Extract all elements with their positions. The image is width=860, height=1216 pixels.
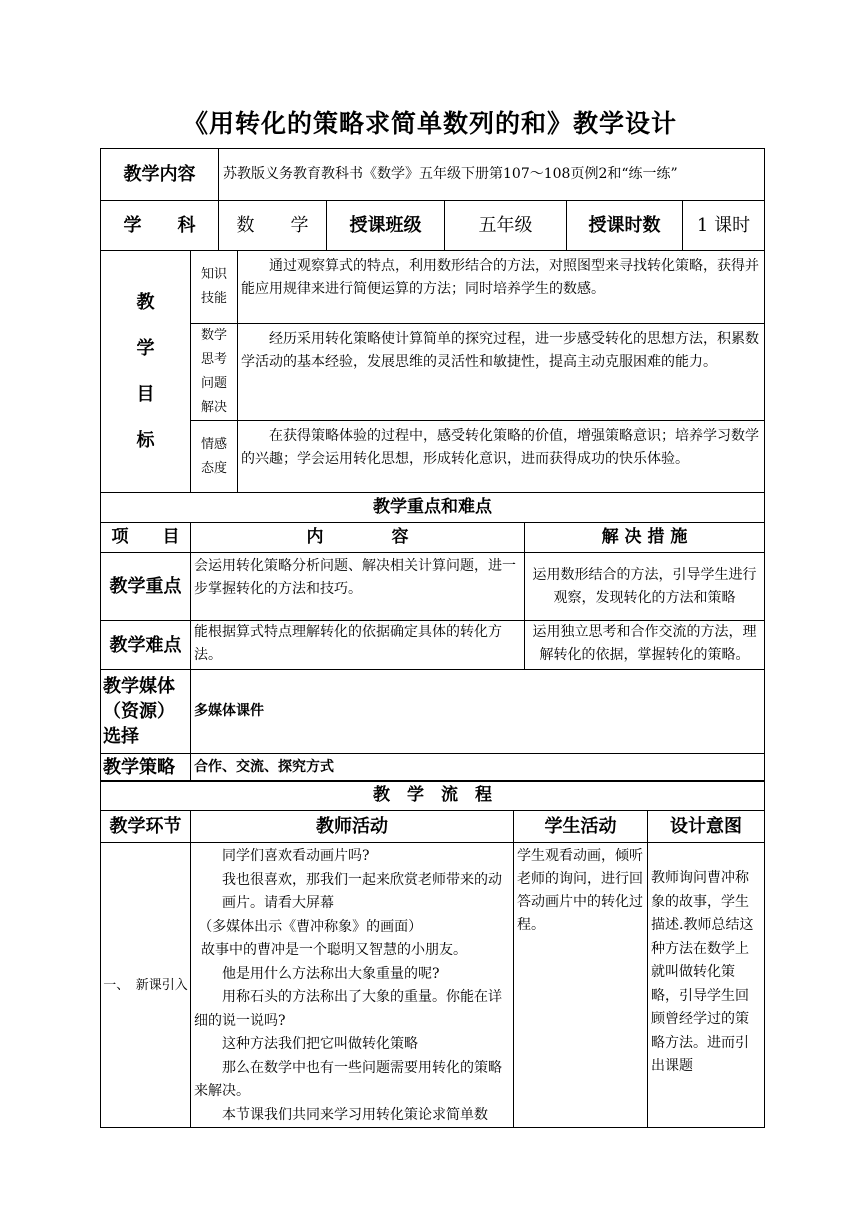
goal-label-line: 知识 — [200, 267, 227, 282]
goal-label-line: 解决 — [200, 400, 227, 415]
col-measure-header: 解 决 措 施 — [525, 523, 765, 553]
teacher-line: 用称石头的方法称出了大象的重量。你能在详细的说一说吗? — [194, 989, 502, 1029]
class-label: 授课班级 — [327, 201, 445, 251]
class-value: 五年级 — [445, 201, 567, 251]
strategy-value: 合作、交流、探究方式 — [191, 754, 765, 782]
info-table — [100, 148, 765, 251]
goal-text-thinking: 经历采用转化策略使计算简单的探究过程，进一步感受转化的思想方法，积累数学活动的基本经验，发展思维的灵活性和敏捷性，提高主动克服困难的能力。 — [238, 324, 765, 421]
goals-label-char: 学 — [136, 337, 155, 359]
goals-label-char: 标 — [136, 429, 155, 451]
keypoints-table — [100, 492, 765, 782]
teacher-line: 他是用什么方法称出大象重量的呢? — [222, 965, 440, 982]
goal-label-line: 态度 — [200, 460, 227, 476]
col-content-header: 内 容 — [191, 523, 525, 553]
teacher-line: 本节课我们共同来学习用转化策论求简单数 — [222, 1106, 488, 1123]
process-section-title: 教 学 流 程 — [101, 781, 765, 811]
goal-label-line: 数学 — [200, 328, 227, 343]
media-label-line: 选择 — [103, 726, 139, 747]
col-teacher-header: 教师活动 — [191, 811, 514, 843]
col-item-header: 项 目 — [101, 523, 191, 553]
goals-label — [101, 251, 191, 493]
goal-label-knowledge — [191, 251, 238, 324]
document-title: 《用转化的策略求简单数列的和》教学设计 — [182, 109, 677, 138]
teacher-line: 同学们喜欢看动画片吗? — [222, 848, 370, 864]
difficulty-measure: 运用独立思考和合作交流的方法，理解转化的依据，掌握转化的策略。 — [525, 621, 765, 670]
keypoint-label: 教学重点 — [101, 553, 191, 621]
teacher-activity — [191, 843, 514, 1128]
goal-label-line: 情感 — [200, 436, 227, 452]
teacher-line: 那么在数学中也有一些问题需要用转化的策略来解决。 — [194, 1059, 502, 1099]
goal-text-emotion: 在获得策略体验的过程中，感受转化策略的价值，增强策略意识；培养学习数学的兴趣；学会运用转化思想，形成转化意识，进而获得成功的快乐体验。 — [238, 421, 765, 493]
goal-label-thinking — [191, 324, 238, 421]
process-table — [100, 780, 765, 1128]
media-label-line: （资源） — [103, 701, 175, 722]
teacher-line: 我也很喜欢，那我们一起来欣赏老师带来的动画片。请看大屏幕 — [222, 871, 502, 911]
hours-label: 授课时数 — [567, 201, 683, 251]
keypoint-measure: 运用数形结合的方法，引导学生进行观察，发现转化的方法和策略 — [525, 553, 765, 621]
student-activity: 学生观看动画，倾听老师的询问，进行回答动画片中的转化过程。 — [514, 843, 648, 1128]
content-value: 苏教版义务教育教科书《数学》五年级下册第107～108页例2和“练一练” — [219, 149, 765, 201]
goal-label-line: 思考 — [200, 352, 227, 367]
hours-value: 1 课时 — [683, 201, 765, 251]
goal-label-line: 技能 — [200, 291, 227, 306]
col-intent-header: 设计意图 — [648, 811, 765, 843]
media-label-line: 教学媒体 — [103, 676, 175, 697]
subject-value: 数 学 — [219, 201, 327, 251]
design-intent: 教师询问曹冲称象的故事，学生描述.教师总结这种方法在数学上就叫做转化策略，引导学生回顾曾经学过的策略方法。进而引出课题 — [648, 843, 765, 1128]
keypoint-content: 会运用转化策略分析问题、解决相关计算问题，进一步掌握转化的方法和技巧。 — [191, 553, 525, 621]
teacher-line: （多媒体出示《曹冲称象》的画面） — [198, 918, 423, 935]
goals-label-char: 目 — [136, 383, 155, 405]
teacher-line: 这种方法我们把它叫做转化策略 — [222, 1036, 418, 1052]
col-stage-header: 教学环节 — [101, 811, 191, 843]
content-label: 教学内容 — [101, 149, 219, 201]
stage-label: 一、 新课引入 — [101, 843, 191, 1128]
goal-label-line: 问题 — [200, 376, 227, 391]
media-label — [101, 670, 191, 754]
goal-label-emotion — [191, 421, 238, 493]
difficulty-content: 能根据算式特点理解转化的依据确定具体的转化方法。 — [191, 621, 525, 670]
difficulty-label: 教学难点 — [101, 621, 191, 670]
goals-table — [100, 250, 765, 493]
subject-label: 学 科 — [101, 201, 219, 251]
media-value: 多媒体课件 — [191, 670, 765, 754]
keypoints-section-title: 教学重点和难点 — [101, 493, 765, 523]
strategy-label: 教学策略 — [101, 754, 191, 782]
goals-label-char: 教 — [136, 291, 155, 313]
teacher-line: 故事中的曹冲是一个聪明又智慧的小朋友。 — [201, 942, 467, 958]
goal-text-knowledge: 通过观察算式的特点，利用数形结合的方法，对照图型来寻找转化策略，获得并能应用规律来进行简便运算的方法；同时培养学生的数感。 — [238, 251, 765, 324]
col-student-header: 学生活动 — [514, 811, 648, 843]
